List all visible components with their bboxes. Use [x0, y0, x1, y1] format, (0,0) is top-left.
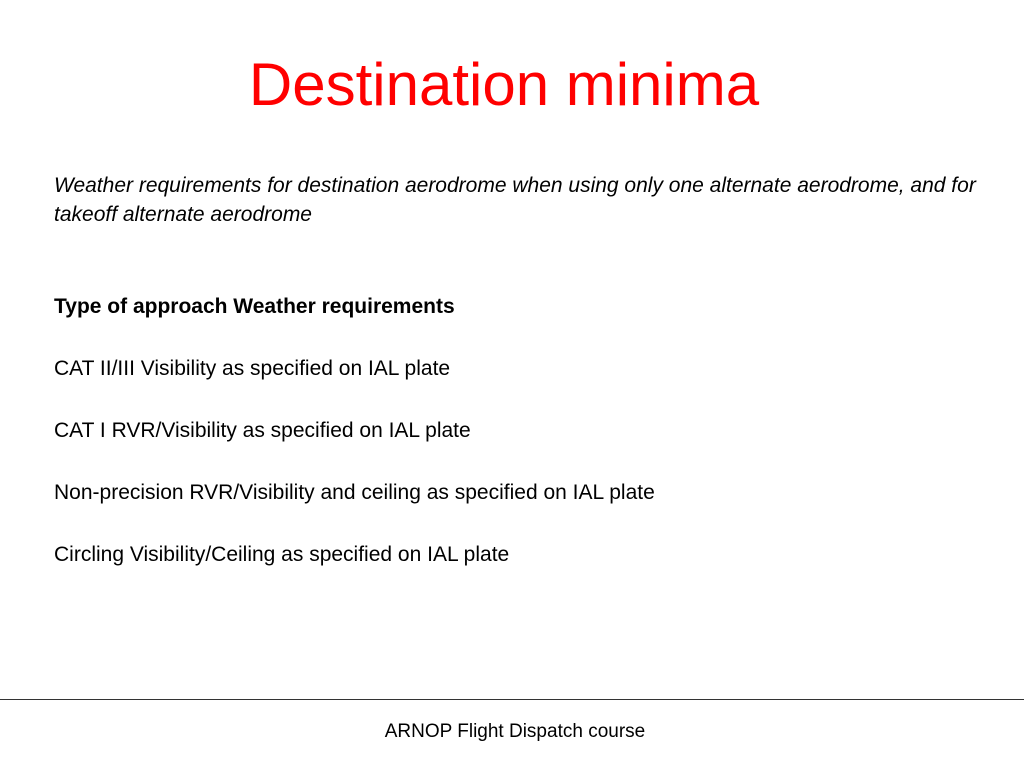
approach-requirements-list [54, 292, 984, 602]
footer-text: ARNOP Flight Dispatch course [384, 721, 646, 742]
list-item: CAT II/III Visibility as specified on IAL plate [54, 357, 451, 380]
footer-divider [0, 699, 1024, 700]
list-item: Circling Visibility/Ceiling as specified on IAL plate [54, 543, 510, 566]
slide-title: Destination minima [248, 51, 760, 118]
list-item: CAT I RVR/Visibility as specified on IAL plate [54, 419, 471, 442]
list-header: Type of approach Weather requirements [54, 295, 455, 318]
slide-subtitle: Weather requirements for destination aerodrome when using only one alternate aerodrome, and for takeoff alternate aerodrome [54, 174, 976, 226]
list-item: Non-precision RVR/Visibility and ceiling as specified on IAL plate [54, 481, 655, 504]
